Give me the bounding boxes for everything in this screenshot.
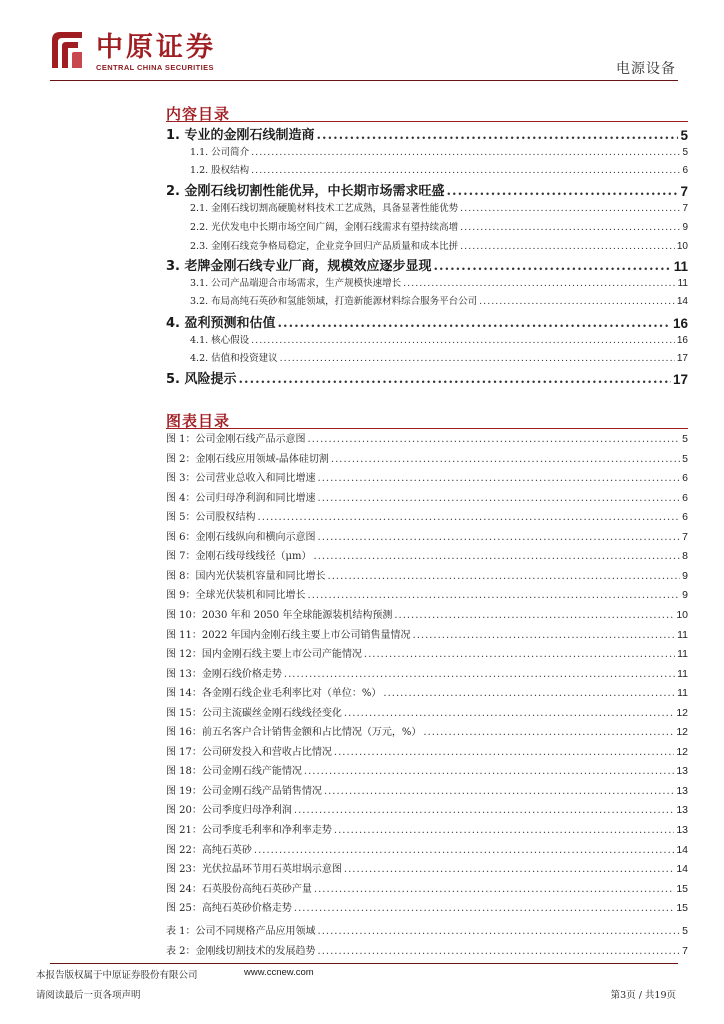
dot-leader (318, 493, 681, 504)
figure-entry-text: 图 6：金刚石线纵向和横向示意图 (166, 531, 316, 543)
dot-leader (254, 845, 674, 856)
figure-entry-text: 图 18：公司金刚石线产能情况 (166, 766, 302, 778)
dot-leader (328, 571, 681, 582)
figure-entry-page: 7 (682, 530, 688, 543)
figure-entry-text: 图 8：国内光伏装机容量和同比增长 (166, 570, 326, 582)
figure-entry-page: 13 (676, 824, 688, 836)
figure-entry-text: 图 23：光伏拉晶环节用石英坩埚示意图 (166, 864, 342, 876)
figure-entry-text: 图 16：前五名客户合计销售金额和占比情况（万元，%） (166, 727, 422, 739)
toc-chapter-page: 16 (672, 316, 688, 331)
toc-section-text: 2.2. 光伏发电中长期市场空间广阔，金刚石线需求有望持续高增 (190, 222, 459, 233)
dot-leader (258, 512, 681, 523)
dot-leader (479, 296, 675, 307)
figure-entry[interactable] (0, 567, 724, 582)
toc-chapter-text: 1. 专业的金刚石线制造商 (166, 128, 315, 143)
toc-chapter-text: 4. 盈利预测和估值 (166, 316, 276, 331)
toc-section[interactable] (0, 293, 724, 307)
figure-entry-page: 11 (677, 648, 688, 661)
dot-leader (239, 372, 671, 387)
figure-entry-page: 8 (682, 550, 688, 563)
dot-leader (364, 649, 675, 660)
logo-text: 中原证券 (96, 32, 216, 63)
toc-section[interactable] (0, 144, 724, 158)
figure-entry-page: 13 (676, 804, 688, 817)
figure-entry-text: 图 14：各金刚石线企业毛利率比对（单位：%） (166, 688, 382, 700)
figure-entry[interactable] (0, 430, 724, 445)
toc-section[interactable] (0, 350, 724, 364)
dot-leader (251, 147, 680, 158)
figure-entry-page: 12 (676, 726, 688, 739)
figure-entry-page: 5 (682, 433, 688, 445)
figure-entry-text: 图 22：高纯石英砂 (166, 844, 252, 856)
dot-leader (278, 316, 671, 331)
figure-entry-text: 图 12：国内金刚石线主要上市公司产能情况 (166, 649, 362, 661)
header-divider (50, 80, 678, 81)
dot-leader (251, 335, 675, 346)
website-link[interactable]: www.ccnew.com (244, 967, 314, 978)
toc-section-text: 1.1. 公司简介 (190, 147, 250, 158)
dot-leader (460, 222, 680, 233)
toc-chapter[interactable] (0, 180, 724, 199)
dot-leader (423, 727, 674, 738)
toc-chapter-page: 17 (672, 372, 688, 387)
figure-entry[interactable] (0, 723, 724, 738)
figure-entry[interactable] (0, 801, 724, 816)
figure-entry-page: 13 (676, 765, 688, 778)
figure-entry[interactable] (0, 469, 724, 484)
figure-entry-text: 图 7：金刚石线母线线径（μm） (166, 551, 312, 563)
dot-leader (284, 669, 675, 680)
dot-leader (314, 884, 674, 895)
dot-leader (383, 688, 675, 699)
toc-chapter-text: 3. 老牌金刚石线专业厂商，规模效应逐步显现 (166, 259, 432, 274)
toc-section-text: 2.1. 金刚石线切割高硬脆材料技术工艺成熟，具备显著性能优势 (190, 203, 459, 214)
toc-chapter-text: 5. 风险提示 (166, 372, 237, 387)
figure-entry-text: 图 17：公司研发投入和营收占比情况 (166, 746, 332, 758)
figure-entry-text: 图 15：公司主流碳丝金刚石线线径变化 (166, 707, 342, 719)
toc-chapter[interactable] (0, 124, 724, 143)
figure-entry-text: 图 25：高纯石英砂价格走势 (166, 903, 292, 915)
figure-entry-text: 图 5：公司股权结构 (166, 512, 256, 524)
figure-entry-page: 14 (676, 843, 688, 856)
figure-entry-page: 6 (682, 511, 688, 524)
figure-entry[interactable] (0, 626, 724, 641)
dot-leader (314, 551, 681, 562)
toc-chapter-page: 7 (680, 184, 688, 199)
dot-leader (334, 825, 674, 836)
figure-entry[interactable] (0, 450, 724, 465)
industry-label: 电源设备 (616, 61, 676, 77)
figure-entry[interactable] (0, 704, 724, 719)
toc-section-text: 3.1. 公司产品端迎合市场需求，生产规模快速增长 (190, 278, 402, 289)
toc-section-page: 9 (682, 222, 688, 233)
dot-leader (317, 128, 679, 143)
figure-entry[interactable] (0, 860, 724, 875)
figure-entry-text: 图 19：公司金刚石线产品销售情况 (166, 785, 322, 797)
toc-chapter[interactable] (0, 368, 724, 387)
toc-section-text: 3.2. 布局高纯石英砂和氢能领域，打造新能源材料综合服务平台公司 (190, 296, 478, 307)
dot-leader (318, 946, 681, 957)
figure-entry-text: 图 21：公司季度毛利率和净利率走势 (166, 825, 332, 836)
toc-section-page: 5 (682, 147, 688, 158)
figure-entry[interactable] (0, 880, 724, 895)
figure-entry-page: 6 (682, 491, 688, 504)
figure-entry-text: 图 20：公司季度归母净利润 (166, 805, 292, 817)
disclaimer-note: 请阅读最后一页各项声明 (36, 990, 141, 1001)
figure-entry-text: 图 3：公司营业总收入和同比增速 (166, 473, 316, 485)
figure-entry[interactable] (0, 821, 724, 836)
figure-entry[interactable] (0, 547, 724, 562)
figure-entry[interactable] (0, 782, 724, 797)
dot-leader (344, 864, 674, 875)
toc-section-text: 2.3. 金刚石线竞争格局稳定，企业竞争回归产品质量和成本比拼 (190, 241, 459, 252)
figure-entry[interactable] (0, 743, 724, 758)
toc-section[interactable] (0, 238, 724, 252)
table-entry-text: 表 1：公司不同规格产品应用领域 (166, 926, 316, 937)
toc-section-page: 6 (682, 165, 688, 176)
figure-entry[interactable] (0, 508, 724, 523)
figure-entry-page: 5 (682, 452, 688, 465)
figure-entry-text: 图 11：2022 年国内金刚石线主要上市公司销售量情况 (166, 629, 411, 641)
dot-leader (334, 747, 674, 758)
dot-leader (304, 766, 674, 777)
dot-leader (318, 532, 681, 543)
toc-title-rule (166, 121, 688, 122)
logo-subtext: CENTRAL CHINA SECURITIES (96, 63, 214, 72)
toc-section[interactable] (0, 162, 724, 176)
dot-leader (324, 786, 674, 797)
figure-entry-page: 12 (676, 745, 688, 758)
toc-chapter-text: 2. 金刚石线切割性能优异，中长期市场需求旺盛 (166, 184, 445, 199)
dot-leader (434, 259, 672, 274)
dot-leader (294, 903, 674, 914)
figure-entry-page: 14 (676, 863, 688, 876)
toc-section-page: 7 (682, 203, 688, 214)
dot-leader (344, 708, 674, 719)
dot-leader (413, 630, 676, 641)
figure-entry-page: 9 (682, 589, 688, 602)
footer-divider (50, 963, 678, 964)
figure-entry-text: 图 9：全球光伏装机和同比增长 (166, 590, 306, 602)
figure-entry-text: 图 10：2030 年和 2050 年全球能源装机结构预测 (166, 609, 393, 621)
figure-entry-text: 图 2：金刚石线应用领域-晶体硅切割 (166, 453, 329, 465)
toc-chapter[interactable] (0, 255, 724, 274)
dot-leader (403, 278, 675, 289)
toc-section-page: 11 (677, 278, 688, 289)
toc-chapter[interactable] (0, 312, 724, 331)
dot-leader (308, 590, 681, 601)
page-header (0, 0, 724, 86)
figure-entry[interactable] (0, 762, 724, 777)
dot-leader (318, 926, 681, 937)
table-entry[interactable] (0, 922, 724, 937)
figures-title: 图表目录 (166, 412, 231, 430)
figure-entry-text: 图 1：公司金刚石线产品示意图 (166, 434, 306, 445)
dot-leader (447, 184, 679, 199)
toc-section-page: 10 (676, 241, 688, 252)
figure-entry-page: 6 (682, 472, 688, 485)
dot-leader (460, 203, 680, 214)
table-entry-page: 5 (682, 925, 688, 937)
figure-entry-page: 10 (676, 608, 688, 621)
dot-leader (460, 241, 675, 252)
figure-entry-text: 图 4：公司归母净利润和同比增速 (166, 492, 316, 504)
figure-entry-page: 13 (676, 784, 688, 797)
toc-section[interactable] (0, 275, 724, 289)
page-number: 第3页 / 共19页 (610, 990, 676, 1001)
toc-section[interactable] (0, 200, 724, 214)
figure-entry[interactable] (0, 645, 724, 660)
toc-section-text: 1.2. 股权结构 (190, 165, 250, 176)
toc-section-page: 14 (676, 296, 688, 307)
figure-entry[interactable] (0, 665, 724, 680)
toc-section[interactable] (0, 219, 724, 233)
toc-section-page: 17 (676, 353, 688, 364)
toc-section-page: 16 (676, 335, 688, 346)
figure-entry[interactable] (0, 586, 724, 601)
figure-entry-page: 11 (677, 687, 688, 700)
figure-entry[interactable] (0, 684, 724, 699)
figure-entry-page: 15 (676, 882, 688, 895)
figure-entry[interactable] (0, 606, 724, 621)
dot-leader (251, 165, 680, 176)
figure-entry-page: 15 (676, 902, 688, 915)
table-entry-page: 7 (682, 945, 688, 957)
dot-leader (294, 805, 674, 816)
dot-leader (280, 353, 675, 364)
figure-entry[interactable] (0, 489, 724, 504)
figure-entry-page: 12 (676, 706, 688, 719)
figure-entry-page: 9 (682, 569, 688, 582)
figure-entry-text: 图 13：金刚石线价格走势 (166, 668, 282, 680)
toc-section-text: 4.2. 估值和投资建议 (190, 353, 278, 364)
figure-entry[interactable] (0, 841, 724, 856)
toc-chapter-page: 11 (673, 259, 688, 274)
figure-entry-page: 11 (677, 628, 688, 641)
company-logo-icon (50, 30, 84, 70)
dot-leader (308, 434, 681, 445)
copyright-notice: 本报告版权属于中原证券股份有限公司 (36, 970, 198, 981)
toc-section[interactable] (0, 332, 724, 346)
figure-entry-text: 图 24：石英股份高纯石英砂产量 (166, 883, 312, 895)
dot-leader (394, 610, 674, 621)
table-entry[interactable] (0, 942, 724, 957)
table-entry-text: 表 2：金刚线切割技术的发展趋势 (166, 946, 316, 957)
dot-leader (318, 473, 681, 484)
figures-title-rule (166, 428, 688, 429)
dot-leader (331, 454, 680, 465)
figure-entry-page: 11 (677, 667, 688, 680)
toc-chapter-page: 5 (680, 128, 688, 143)
toc-title: 内容目录 (166, 105, 231, 123)
figure-entry[interactable] (0, 528, 724, 543)
toc-section-text: 4.1. 核心假设 (190, 335, 250, 346)
figure-entry[interactable] (0, 899, 724, 914)
